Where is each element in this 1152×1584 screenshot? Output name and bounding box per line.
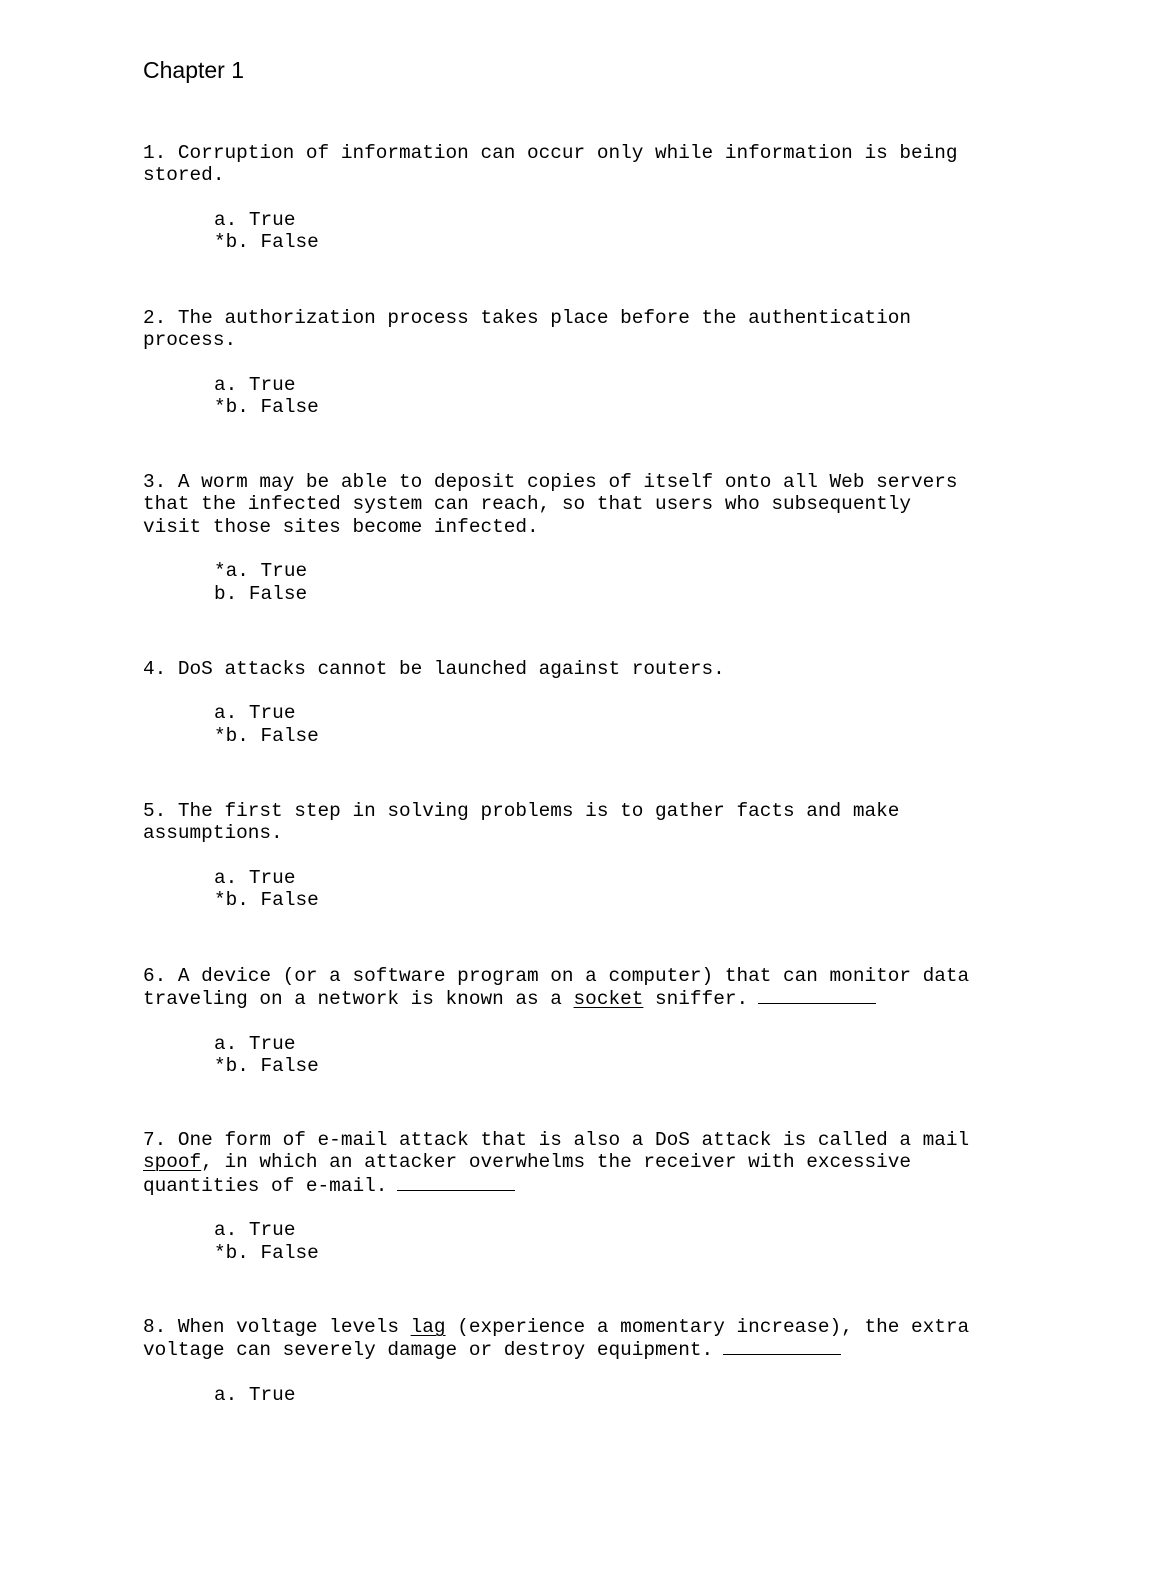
- answer-blank-line: [723, 1338, 841, 1355]
- underlined-term: socket: [573, 988, 644, 1011]
- answer-options: [214, 702, 1023, 747]
- answer-option: a. True: [214, 1383, 296, 1406]
- question-text: [143, 658, 1023, 680]
- chapter-title: Chapter 1: [143, 57, 245, 83]
- question-2: [143, 307, 1023, 419]
- question-line: 3. A worm may be able to deposit copies of itself onto all Web servers: [143, 471, 958, 493]
- question-line: 1. Corruption of information can occur only while information is being: [143, 142, 958, 164]
- question-line: [143, 987, 1023, 1010]
- question-4: [143, 658, 1023, 747]
- question-7: [143, 1129, 1023, 1264]
- answer-option: a. True: [214, 702, 296, 725]
- question-line: 5. The first step in solving problems is to gather facts and make: [143, 800, 900, 822]
- question-3: [143, 471, 1023, 605]
- answer-option: a. True: [214, 1219, 296, 1242]
- answer-option: b. False: [214, 582, 308, 605]
- question-5: [143, 800, 1023, 912]
- answer-options: [214, 1033, 1023, 1078]
- underlined-term: lag: [410, 1316, 446, 1338]
- question-line: 2. The authorization process takes place before the authentication: [143, 307, 911, 329]
- answer-option: a. True: [214, 866, 296, 889]
- answer-option: *b. False: [214, 724, 319, 747]
- underlined-term: spoof: [143, 1151, 202, 1174]
- question-line: 7. One form of e-mail attack that is also a DoS attack is called a mail: [143, 1129, 970, 1151]
- question-fragment: traveling on a network is known as a: [143, 988, 574, 1011]
- answer-options: [214, 1219, 1023, 1264]
- question-line: stored.: [143, 164, 225, 187]
- question-text: [143, 307, 1023, 352]
- question-fragment: quantities of e-mail.: [143, 1174, 388, 1197]
- answer-option: a. True: [214, 373, 296, 396]
- question-line: 4. DoS attacks cannot be launched against routers.: [143, 658, 725, 680]
- question-fragment: sniffer.: [643, 988, 749, 1011]
- answer-options: [214, 374, 1023, 419]
- question-fragment: 8. When voltage levels: [143, 1316, 411, 1338]
- answer-options: [214, 1384, 1023, 1406]
- answer-option: *b. False: [214, 396, 319, 419]
- question-line: process.: [143, 329, 237, 352]
- answer-option: *b. False: [214, 1055, 319, 1078]
- question-line: [143, 1338, 1023, 1361]
- question-line: [143, 1174, 1023, 1197]
- question-text: [143, 1129, 1023, 1197]
- answer-options: [214, 209, 1023, 254]
- question-line: 6. A device (or a software program on a computer) that can monitor data: [143, 965, 970, 987]
- question-line: [143, 1316, 1023, 1338]
- question-line: [143, 1151, 1023, 1173]
- question-fragment: (experience a momentary increase), the extra: [445, 1316, 970, 1338]
- question-fragment: voltage can severely damage or destroy equipment.: [143, 1339, 714, 1362]
- question-line: visit those sites become infected.: [143, 515, 539, 538]
- answer-option: *b. False: [214, 1241, 319, 1264]
- answer-option: *b. False: [214, 889, 319, 912]
- answer-option: a. True: [214, 1032, 296, 1055]
- question-line: that the infected system can reach, so that users who subsequently: [143, 493, 911, 516]
- question-8: [143, 1316, 1023, 1406]
- answer-option: a. True: [214, 208, 296, 231]
- answer-option: *b. False: [214, 231, 319, 254]
- question-text: [143, 965, 1023, 1011]
- question-text: [143, 142, 1023, 187]
- answer-options: [214, 560, 1023, 605]
- answer-blank-line: [397, 1174, 515, 1191]
- question-text: [143, 471, 1023, 538]
- question-line: assumptions.: [143, 822, 283, 845]
- question-text: [143, 800, 1023, 845]
- question-1: [143, 142, 1023, 254]
- question-6: [143, 965, 1023, 1078]
- question-fragment: , in which an attacker overwhelms the receiver with excessive: [201, 1151, 912, 1174]
- question-text: [143, 1316, 1023, 1362]
- answer-option: *a. True: [214, 560, 308, 583]
- answer-options: [214, 867, 1023, 912]
- answer-blank-line: [758, 987, 876, 1004]
